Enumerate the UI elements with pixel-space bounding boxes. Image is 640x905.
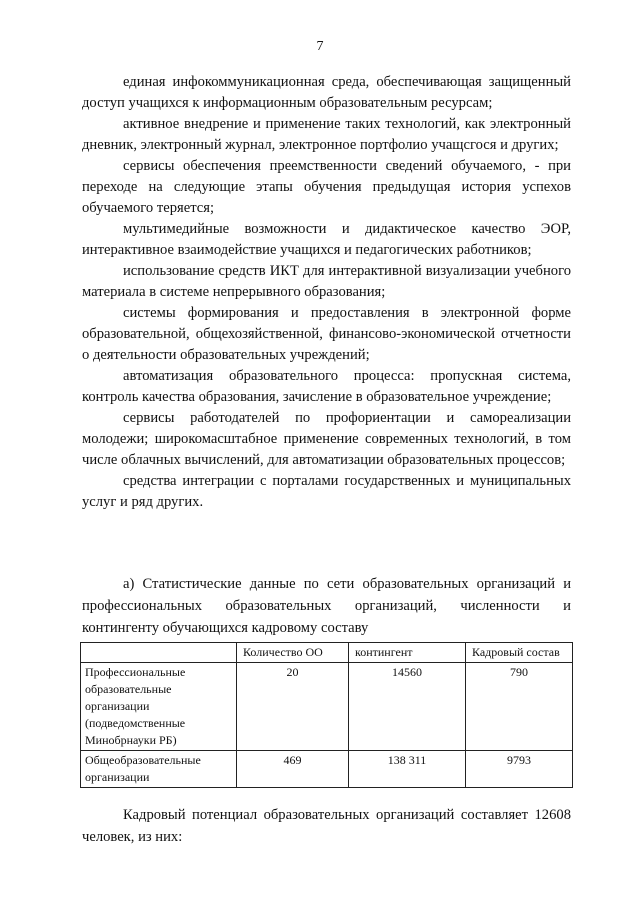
table-row — [81, 751, 573, 788]
paragraph: сервисы обеспечения преемственности сведений обучаемого, - при переходе на следующие этапы обучения предыдущая история успехов обучаемого теряется; — [82, 158, 571, 216]
paragraph: сервисы работодателей по профориентации и самореализации молодежи; широкомасштабное применение современных технологий, в том числе облачных вычислений, для автоматизации образовательных процессов; — [82, 410, 571, 468]
table-cell: 790 — [466, 663, 573, 751]
table-cell: 14560 — [349, 663, 466, 751]
page-number: 7 — [316, 39, 324, 54]
paragraph: единая инфокоммуникационная среда, обеспечивающая защищенный доступ учащихся к информационным образовательным ресурсам; — [82, 74, 571, 111]
table-header-cell: контингент — [349, 643, 466, 663]
table-cell: 469 — [237, 751, 349, 788]
table-header-cell: Количество ОО — [237, 643, 349, 663]
paragraph: мультимедийные возможности и дидактическое качество ЭОР, интерактивное взаимодействие учащихся и педагогических работников; — [82, 221, 571, 258]
table-header-cell — [81, 643, 237, 663]
table-row — [81, 663, 573, 751]
paragraph: активное внедрение и применение таких технологий, как электронный дневник, электронный журнал, электронное портфолио учащсгося и других; — [82, 116, 571, 153]
closing-paragraph: Кадровый потенциал образовательных организаций составляет 12608 человек, из них: — [82, 807, 571, 845]
table-cell-label: Профессиональные образовательные организации (подведомственные Минобрнауки РБ) — [81, 663, 237, 751]
body-text — [82, 72, 571, 513]
statistics-table — [80, 642, 573, 788]
paragraph: средства интеграции с порталами государственных и муниципальных услуг и ряд других. — [82, 473, 571, 510]
paragraph: автоматизация образовательного процесса: пропускная система, контроль качества образования, зачисление в образовательное учреждение; — [82, 368, 571, 405]
paragraph: использование средств ИКТ для интерактивной визуализации учебного материала в системе непрерывного образования; — [82, 263, 571, 300]
table-header-cell: Кадровый состав — [466, 643, 573, 663]
table-header-row — [81, 643, 573, 663]
table-cell: 9793 — [466, 751, 573, 788]
table-cell: 20 — [237, 663, 349, 751]
paragraph: системы формирования и предоставления в электронной форме образовательной, общехозяйственной, финансово-экономической отчетности о деятельности образовательных учреждений; — [82, 305, 571, 363]
statistics-heading: а) Статистические данные по сети образовательных организаций и профессиональных образовательных организаций, численности и контингенту обучающихся кадровому составу — [82, 576, 571, 636]
table-cell-label: Общеобразовательные организации — [81, 751, 237, 788]
table-cell: 138 311 — [349, 751, 466, 788]
